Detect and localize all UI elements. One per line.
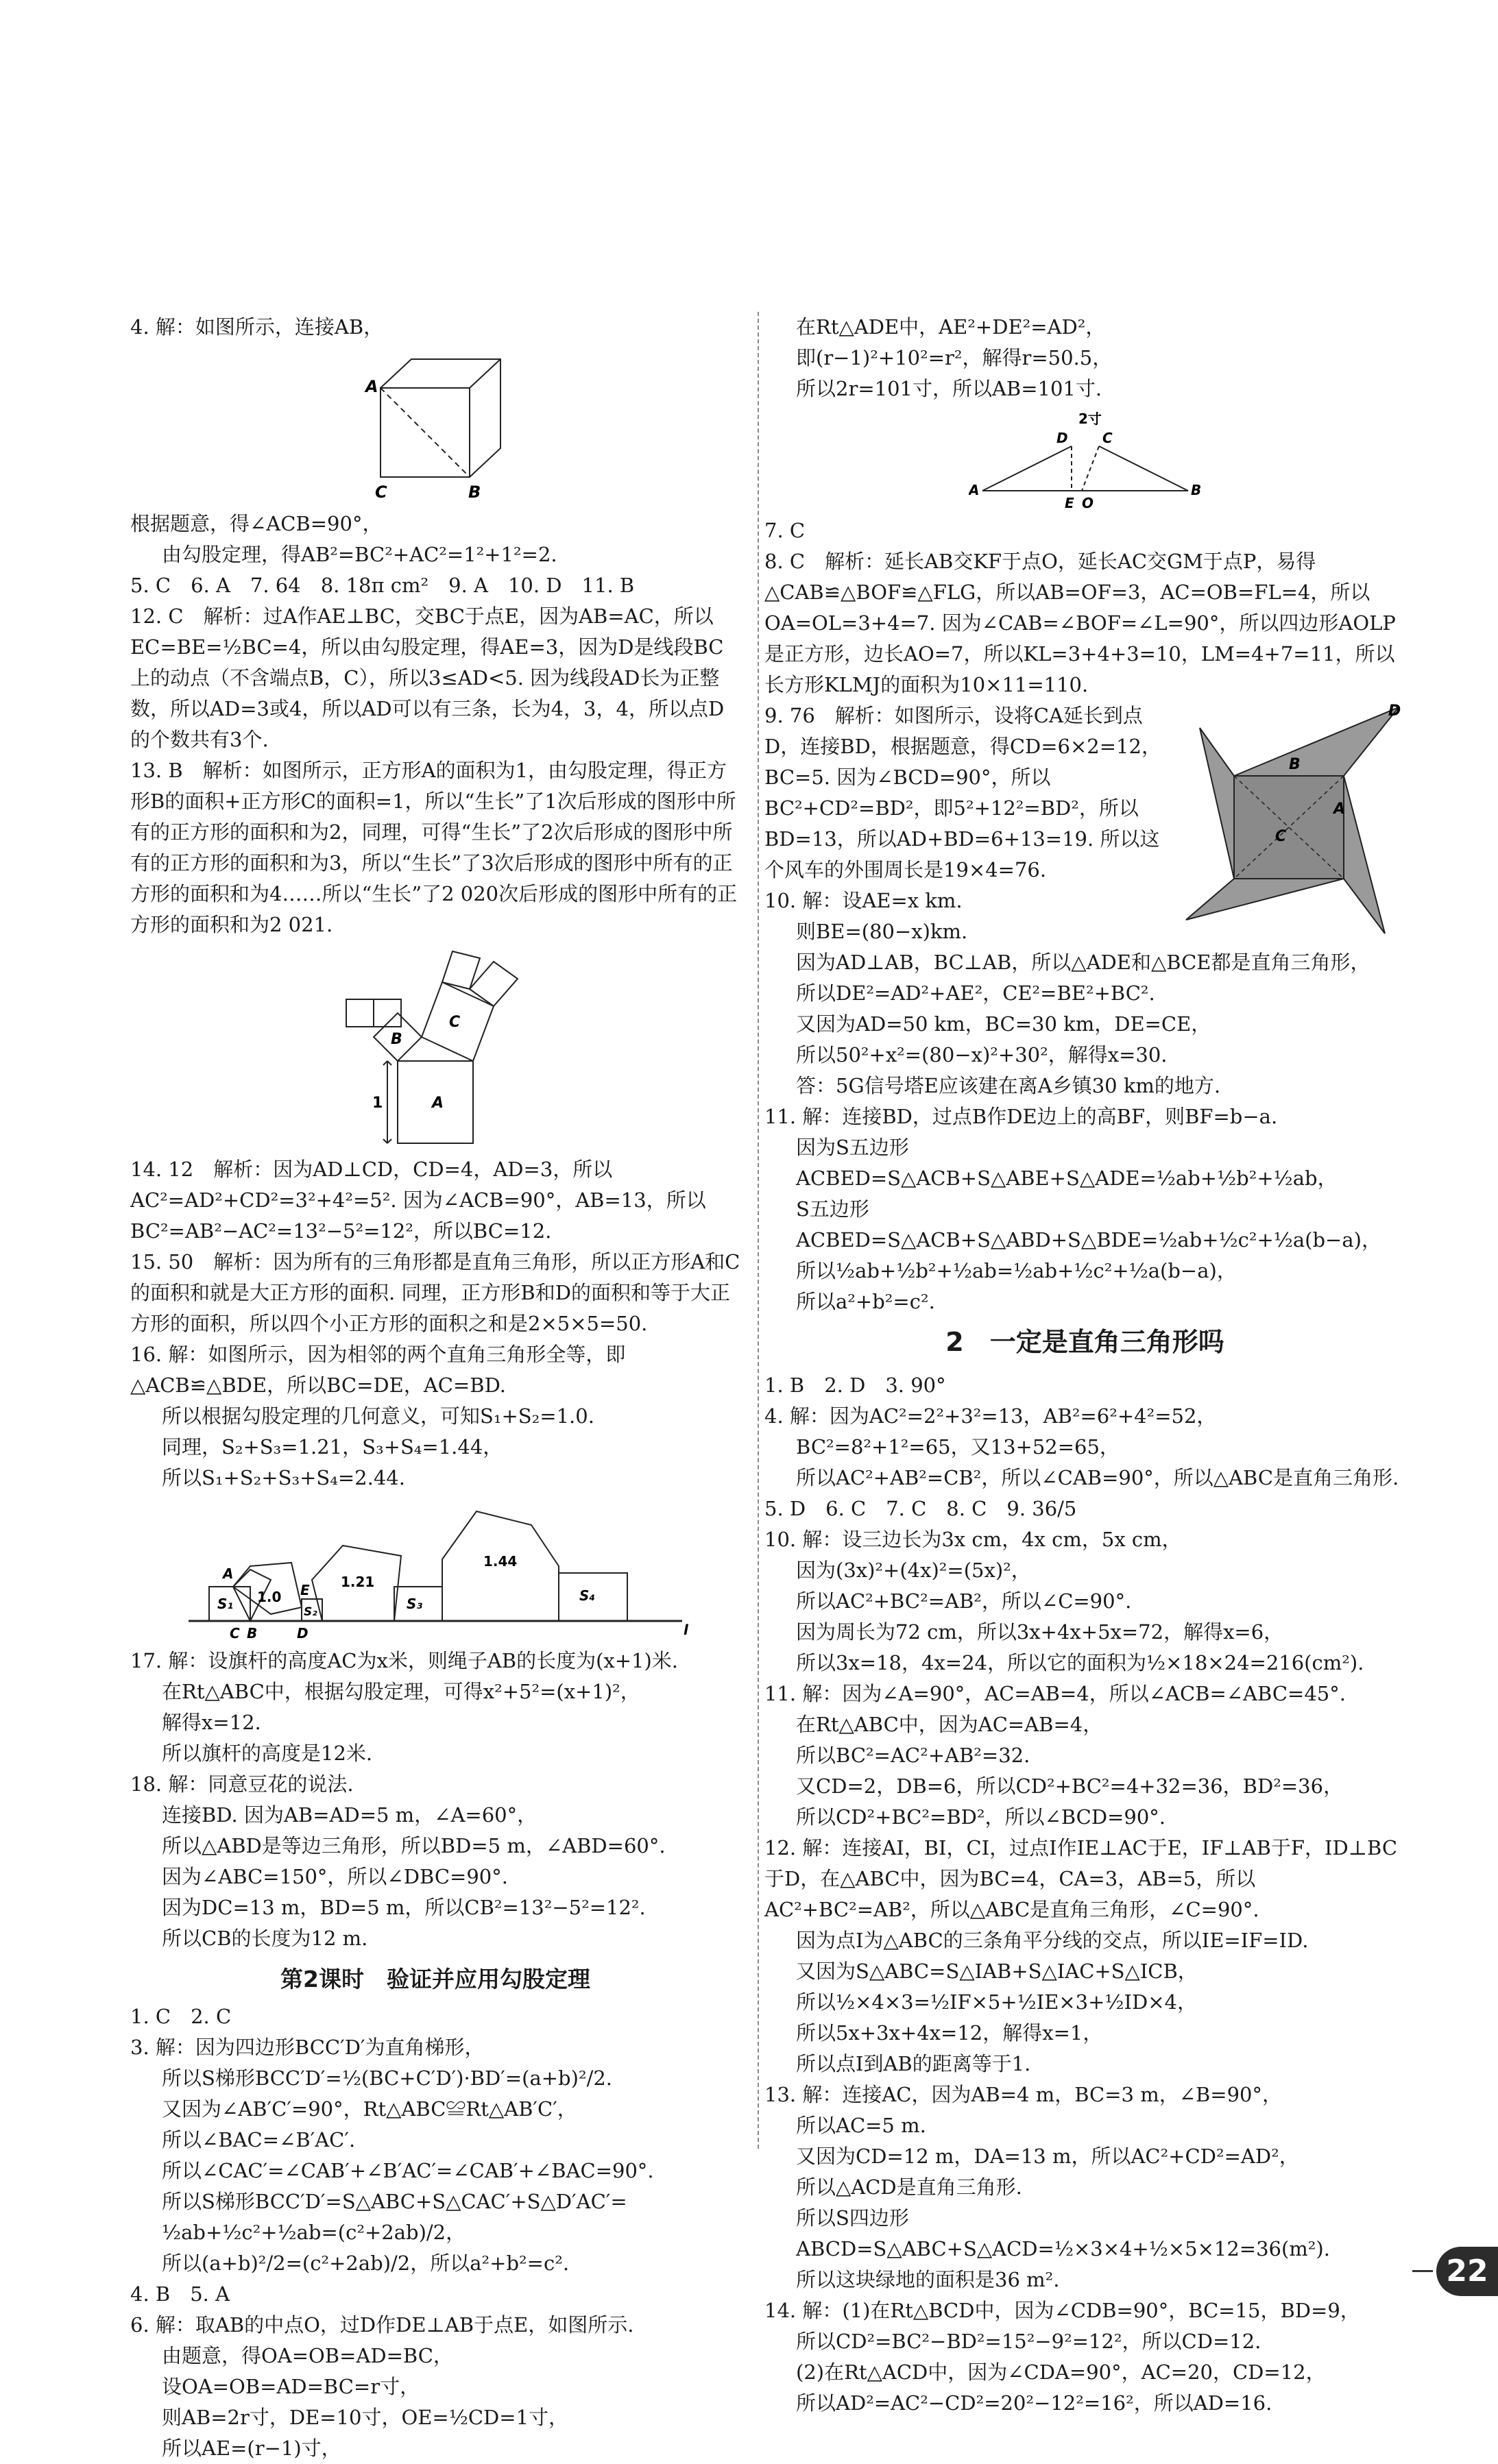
text-line: 17. 解：设旗杆的高度AC为x米，则绳子AB的长度为(x+1)米. [130,1649,679,1672]
text-line: 同理，S₂+S₃=1.21，S₃+S₄=1.44， [162,1435,503,1459]
fig-label: S₄ [579,1587,596,1604]
text-line: 在Rt△ABC中，根据勾股定理，可得x²+5²=(x+1)²， [162,1680,640,1703]
text-line: 又因为AD=50 km，BC=30 km，DE=CE， [796,1012,1211,1036]
text-line: 1. B 2. D 3. 90° [764,1374,946,1397]
text-line: 10. 解：设AE=x km. [764,889,963,912]
text-line: 12. C 解析：过A作AE⊥BC，交BC于点E，因为AB=AC，所以EC=BE=½BC=4，所以由勾股定理，得AE=3，因为D是线段BC上的动点（不含端点B，C），所以3≤AD<5. 因为线段AD长为正整数，所以AD=3或4，所以AD可以有三条，长为4，3，4，所以点D的个数共有3个. [130,605,725,751]
text-line: 4. B 5. A [130,2282,230,2306]
text-line: BC²=8²+1²=65，又13+52=65， [796,1435,1120,1459]
text-line: 12. 解：连接AI，BI，CI，过点I作IE⊥AC于E，IF⊥AB于F，ID⊥BC于D，在△ABC中，因为BC=4，CA=3，AB=5，所以AC²+BC²=AB²，所以△ABC是直角三角形，∠C=90°. [764,1836,1398,1921]
text-line: 所以CD²=BC²−BD²=15²−9²=12²，所以CD=12. [796,2330,1261,2353]
text-line: 9. 76 解析：如图所示，设将CA延长到点D，连接BD，根据题意，得CD=6×2=12，BC=5. 因为∠BCD=90°，所以BC²+CD²=BD²，即5²+12²=BD²，所以BD=13，所以AD+BD=6+13=19. 所以这个风车的外围周长是19×4=76. [764,704,1161,881]
text-line: 所以△ABD是等边三角形，所以BD=5 m，∠ABD=60°. [162,1834,666,1857]
right-column [764,312,1405,2419]
text-line: 在Rt△ADE中，AE²+DE²=AD²， [796,315,1106,339]
text-line: 答：5G信号塔E应该建在离A乡镇30 km的地方. [796,1074,1221,1097]
text-line: 3. 解：因为四边形BCC′D′为直角梯形， [130,2036,485,2059]
text-line: 8. C 解析：延长AB交KF于点O，延长AC交GM于点P，易得△CAB≌△BOF≌△FLG，所以AB=OF=3，AC=OB=FL=4，所以OA=OL=3+4=7. 因为∠CAB=∠BOF=∠L=90°，所以四边形AOLP是正方形，边长AO=7，所以KL=3+4+3=10，LM=4+7=11，所以长方形KLMJ的面积为10×11=110. [764,550,1396,696]
text-line: 则AB=2r寸，DE=10寸，OE=½CD=1寸， [162,2406,569,2429]
fig-label: 1.21 [341,1574,375,1590]
text-line: 由题意，得OA=OB=AD=BC， [162,2344,453,2367]
text-line: 所以DE²=AD²+AE²，CE²=BE²+BC². [796,981,1155,1005]
fig-label: S₃ [407,1596,423,1612]
text-line: 所以这块绿地的面积是36 m². [796,2268,1060,2291]
text-line: 解得x=12. [162,1711,261,1734]
fig-label: D [297,1625,309,1642]
text-line: 14. 12 解析：因为AD⊥CD，CD=4，AD=3，所以AC²=AD²+CD²=3²+4²=5². 因为∠ACB=90°，AB=13，所以BC²=AB²−AC²=13²−5²=12²，所以BC=12. [130,1158,706,1243]
text-line: 所以3x=18，4x=24，所以它的面积为½×18×24=216(cm²). [796,1651,1364,1674]
section-title: 2 一定是直角三角形吗 [945,1327,1224,1357]
fig-label: A [968,482,979,498]
door-figure [969,408,1202,511]
fig-label: A [1333,801,1346,818]
fig-label: 2寸 [1078,411,1102,427]
text-line: 所以5x+3x+4x=12，解得x=1， [796,2021,1103,2045]
text-line: 所以2r=101寸，所以AB=101寸. [796,377,1102,400]
text-line: 6. 解：取AB的中点O，过D作DE⊥AB于点E，如图所示. [130,2313,634,2337]
text-line: (2)在Rt△ACD中，因为∠CDA=90°，AC=20，CD=12， [796,2361,1326,2384]
text-line: 所以50²+x²=(80−x)²+30²，解得x=30. [796,1043,1168,1066]
cube-figure [360,347,511,504]
text-line: 所以∠CAC′=∠CAB′+∠B′AC′=∠CAB′+∠BAC=90°. [162,2159,654,2182]
text-line: 4. 解：因为AC²=2²+3²=13，AB²=6²+4²=52， [764,1404,1217,1428]
text-line: S五边形ACBED=S△ACB+S△ABD+S△BDE=½ab+½c²+½a(b−a)， [796,1197,1381,1252]
text-line: 所以旗杆的高度是12米. [162,1742,373,1765]
text-line: 所以BC²=AC²+AB²=32. [796,1744,1030,1767]
fig-label: D [1388,703,1401,720]
text-line: 因为AD⊥AB，BC⊥AB，所以△ADE和△BCE都是直角三角形， [796,951,1370,974]
text-line: 13. B 解析：如图所示，正方形A的面积为1，由勾股定理，得正方形B的面积+正方形C的面积=1，所以“生长”了1次后形成的图形中所有的正方形的面积和为2，同理，可得“生长”了2次后形成的图形中所有的正方形的面积和为3，所以“生长”了3次后形成的图形中所有的正方形的面积和为4……所以“生长”了2 020次后形成的图形中所有的正方形的面积和为2 021. [130,759,738,936]
text-line: 又因为CD=12 m，DA=13 m，所以AC²+CD²=AD²， [796,2145,1299,2168]
text-line: 所以(a+b)²/2=(c²+2ab)/2，所以a²+b²=c². [162,2252,570,2275]
text-line: 所以根据勾股定理的几何意义，可知S₁+S₂=1.0. [162,1404,594,1428]
text-line: 又因为S△ABC=S△IAB+S△IAC+S△ICB， [796,1960,1198,1983]
text-line: 因为DC=13 m，BD=5 m，所以CB²=13²−5²=12². [162,1896,646,1919]
fig-label: A [365,377,378,396]
text-line: 所以a²+b²=c². [796,1290,935,1313]
text-line: 又因为∠AB′C′=90°，Rt△ABC≌Rt△AB′C′， [162,2097,577,2121]
text-line: 所以∠BAC=∠B′AC′. [162,2128,356,2151]
windmill-figure [1179,700,1405,947]
text-line: 所以½×4×3=½IF×5+½IE×3+½ID×4， [796,1990,1197,2014]
text-line: 所以S梯形BCC′D′=S△ABC+S△CAC′+S△D′AC′= [162,2190,627,2213]
fig-label: S₁ [217,1596,234,1612]
text-line: 设OA=OB=AD=BC=r寸， [162,2375,420,2398]
text-line: 所以½ab+½b²+½ab=½ab+½c²+½a(b−a)， [796,1259,1237,1282]
text-line: 因为(3x)²+(4x)²=(5x)²， [796,1559,1031,1582]
text-line: 所以AC²+AB²=CB²，所以∠CAB=90°，所以△ABC是直角三角形. [796,1466,1399,1489]
fig-label: 1 [372,1095,383,1112]
fig-label: 1.44 [483,1553,518,1570]
windmill-block [764,700,1405,978]
text-line: 因为S五边形ACBED=S△ACB+S△ABE+S△ADE=½ab+½b²+½ab， [796,1136,1338,1190]
text-line: 5. C 6. A 7. 64 8. 18π cm² 9. A 10. D 11. B [130,574,635,597]
fig-label: l [684,1622,688,1638]
text-line: 即(r−1)²+10²=r²，解得r=50.5， [796,346,1113,369]
text-line: 又CD=2，DB=6，所以CD²+BC²=4+32=36，BD²=36， [796,1774,1344,1798]
text-line: 5. D 6. C 7. C 8. C 9. 36/5 [764,1497,1077,1520]
text-line: 10. 解：设三边长为3x cm，4x cm，5x cm， [764,1528,1182,1551]
text-line: 14. 解：(1)在Rt△BCD中，因为∠CDB=90°，BC=15，BD=9， [764,2299,1360,2322]
fig-label: E [300,1582,310,1598]
fig-label: S₂ [304,1605,317,1619]
text-line: 所以△ACD是直角三角形. [796,2175,1022,2199]
text-line: 在Rt△ABC中，因为AC=AB=4， [796,1713,1103,1736]
text-line: 所以AC²+BC²=AB²，所以∠C=90°. [796,1589,1132,1613]
fig-label: B [468,483,481,502]
left-column [130,312,740,2464]
fig-label: B [391,1031,402,1048]
text-line: 所以CB的长度为12 m. [162,1927,368,1950]
text-line: 所以S梯形BCC′D′=½(BC+C′D′)·BD′=(a+b)²/2. [162,2066,613,2090]
text-line: 所以CD²+BC²=BD²，所以∠BCD=90°. [796,1805,1166,1829]
fig-label: D [1056,430,1068,446]
fig-label: 1.0 [257,1589,282,1605]
fig-label: C [230,1625,240,1642]
fig-label: B [1190,482,1201,498]
text-line: 1. C 2. C [130,2005,232,2028]
fig-label: B [247,1625,258,1642]
page-number-dash [1412,2270,1433,2272]
text-line: 所以点I到AB的距离等于1. [796,2052,1031,2075]
text-line: 15. 50 解析：因为所有的三角形都是直角三角形，所以正方形A和C的面积和就是大正方形的面积. 同理，正方形B和D的面积和等于大正方形的面积，所以四个小正方形的面积之和是2×5×5=50. [130,1250,740,1335]
text-line: 因为点I为△ABC的三条角平分线的交点，所以IE=IF=ID. [796,1929,1309,1952]
text-line: 连接BD. 因为AB=AD=5 m，∠A=60°， [162,1803,537,1827]
text-line: 13. 解：连接AC，因为AB=4 m，BC=3 m，∠B=90°， [764,2083,1283,2106]
text-line: 18. 解：同意豆花的说法. [130,1772,354,1796]
fig-label: C [1102,430,1113,446]
text-line: 所以AE=(r−1)寸， [162,2437,341,2460]
squares-on-line-figure [175,1498,696,1642]
fig-label: B [1289,756,1301,773]
fig-label: A [223,1565,234,1582]
text-line: 所以AD²=AC²−CD²=20²−12²=16²，所以AD=16. [796,2391,1272,2415]
text-line: 所以S₁+S₂+S₃+S₄=2.44. [162,1466,405,1489]
section-title: 第2课时 验证并应用勾股定理 [280,1966,590,1992]
text-line: 因为周长为72 cm，所以3x+4x+5x=72，解得x=6， [796,1620,1284,1644]
fig-label: E [1064,495,1074,511]
text-line: 所以S四边形ABCD=S△ABC+S△ACD=½×3×4+½×5×12=36(m²). [796,2206,1330,2260]
text-line: 由勾股定理，得AB²=BC²+AC²=1²+1²=2. [162,543,557,566]
fig-label: C [375,483,387,502]
text-line: 4. 解：如图所示，连接AB， [130,315,384,339]
pythagoras-tree-figure [333,944,538,1150]
text-line: 11. 解：连接BD，过点B作DE边上的高BF，则BF=b−a. [764,1105,1278,1128]
fig-label: C [449,1014,461,1031]
text-line: 16. 解：如图所示，因为相邻的两个直角三角形全等，即△ACB≌△BDE，所以BC=DE，AC=BD. [130,1343,626,1397]
column-divider [758,312,759,2149]
text-line: 所以AC=5 m. [796,2114,926,2137]
fig-label: O [1081,495,1094,511]
fig-label: A [432,1095,444,1112]
text-line: 根据题意，得∠ACB=90°， [130,512,383,535]
text-line: 因为∠ABC=150°，所以∠DBC=90°. [162,1865,508,1888]
text-line: 7. C [764,519,806,542]
text-line: 则BE=(80−x)km. [796,920,968,943]
page-number: 22 [1436,2247,1498,2296]
text-line: 11. 解：因为∠A=90°，AC=AB=4，所以∠ACB=∠ABC=45°. [764,1682,1346,1705]
text-line: ½ab+½c²+½ab=(c²+2ab)/2， [162,2221,466,2244]
fig-label: C [1275,828,1287,845]
